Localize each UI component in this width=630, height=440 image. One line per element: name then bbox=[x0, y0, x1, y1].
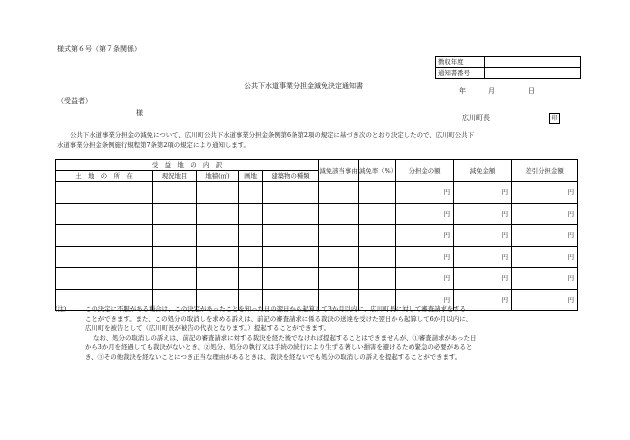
cell-area bbox=[197, 246, 239, 268]
notes-paragraph-2c: き、③その他裁決を経ないことにつき正当な理由があるときは、裁決を経ないでも処分の取消しの訴えを提起することができます。 bbox=[85, 352, 462, 361]
cell-area bbox=[197, 268, 239, 290]
cell-charge-amount: 円 bbox=[396, 225, 454, 247]
fiscal-year-value bbox=[485, 57, 580, 67]
cell-reduction-amount: 円 bbox=[454, 246, 512, 268]
notes-paragraph-2a: なお、処分の取消しの訴えは、前記の審査請求に対する裁決を経た後でなければ提起することはできませんが、①審査請求があった日 bbox=[93, 333, 477, 342]
beneficiary-land-table bbox=[55, 159, 578, 311]
notes-paragraph-1b: ことができます。また、この処分の取消しを求める訴えは、前記の審査請求に係る裁決の送達を受けた翌日から起算して6か月以内に、 bbox=[85, 314, 472, 323]
header-charge-amount: 分担金の額 bbox=[396, 160, 454, 182]
cell-net-amount: 円 bbox=[512, 289, 578, 311]
cell-area bbox=[197, 182, 239, 204]
document-title: 公共下水道事業分担金減免決定通知書 bbox=[244, 82, 363, 90]
cell-building-type bbox=[263, 268, 319, 290]
seal-mark: 印 bbox=[549, 113, 560, 124]
cell-net-amount: 円 bbox=[512, 268, 578, 290]
header-land-location: 土 地 の 所 在 bbox=[56, 171, 153, 182]
cell-plot bbox=[239, 182, 263, 204]
form-number: 様式第６号（第７条関係） bbox=[57, 45, 141, 53]
header-beneficiary-land: 受 益 地 の 内 訳 bbox=[56, 160, 319, 171]
cell-reduction-reason bbox=[319, 225, 359, 247]
table-row bbox=[56, 268, 578, 290]
cell-reduction-amount: 円 bbox=[454, 289, 512, 311]
recipient-label: （受益者） bbox=[57, 97, 92, 105]
body-text-line1: 公共下水道事業分担金の減免について、広川町公共下水道事業分担金条例第6条第2項の規定に基づき次のとおり決定したので、広川町公共下 bbox=[70, 131, 474, 139]
cell-area bbox=[197, 225, 239, 247]
cell-current-category bbox=[153, 268, 197, 290]
date-month: 月 bbox=[488, 87, 495, 95]
receipt-info-box bbox=[435, 56, 581, 79]
cell-building-type bbox=[263, 182, 319, 204]
cell-charge-amount: 円 bbox=[396, 289, 454, 311]
notice-number-value bbox=[485, 68, 580, 78]
notes-paragraph-1c: 広川町を被告として（広川町長が被告の代表となります。）提起することができます。 bbox=[85, 324, 331, 333]
notes-section bbox=[55, 305, 575, 363]
cell-location bbox=[56, 203, 153, 225]
cell-location bbox=[56, 268, 153, 290]
cell-building-type bbox=[263, 225, 319, 247]
cell-reduction-rate bbox=[359, 203, 396, 225]
table-row bbox=[56, 203, 578, 225]
header-building-type: 建築物の種類 bbox=[263, 171, 319, 182]
cell-charge-amount: 円 bbox=[396, 246, 454, 268]
date-day: 日 bbox=[528, 87, 535, 95]
cell-reduction-reason bbox=[319, 268, 359, 290]
cell-reduction-rate bbox=[359, 246, 396, 268]
notes-paragraph-2b: から3か月を経過しても裁決がないとき、②処分、処分の執行又は手続の続行により生ずる著しい損害を避けるため緊急の必要があると bbox=[85, 343, 473, 352]
cell-building-type bbox=[263, 203, 319, 225]
cell-net-amount: 円 bbox=[512, 246, 578, 268]
header-reduction-amount: 減免金額 bbox=[454, 160, 512, 182]
cell-plot bbox=[239, 268, 263, 290]
cell-net-amount: 円 bbox=[512, 225, 578, 247]
header-reduction-rate: 減免率（%） bbox=[359, 160, 396, 182]
header-current-category: 現況地目 bbox=[153, 171, 197, 182]
cell-charge-amount: 円 bbox=[396, 268, 454, 290]
header-plot: 画地 bbox=[239, 171, 263, 182]
header-net-amount: 差引分担金額 bbox=[512, 160, 578, 182]
cell-reduction-amount: 円 bbox=[454, 182, 512, 204]
cell-reduction-rate bbox=[359, 182, 396, 204]
notes-paragraph-1a: この決定に不服がある場合は、この決定があったことを知った日の翌日から起算して3か月以内に、広川町長に対して審査請求をする bbox=[85, 305, 467, 313]
body-text-line2: 水道事業分担金条例施行規程第7条第2項の規定により通知します。 bbox=[57, 141, 250, 149]
cell-net-amount: 円 bbox=[512, 203, 578, 225]
cell-reduction-amount: 円 bbox=[454, 268, 512, 290]
cell-current-category bbox=[153, 203, 197, 225]
cell-net-amount: 円 bbox=[512, 182, 578, 204]
cell-reduction-rate bbox=[359, 225, 396, 247]
cell-reduction-amount: 円 bbox=[454, 203, 512, 225]
notes-label: (注) bbox=[55, 305, 67, 313]
cell-reduction-rate bbox=[359, 268, 396, 290]
recipient-sama: 様 bbox=[136, 109, 143, 117]
cell-plot bbox=[239, 203, 263, 225]
table-row bbox=[56, 182, 578, 204]
header-reduction-reason: 減免該当事由 bbox=[319, 160, 359, 182]
cell-plot bbox=[239, 225, 263, 247]
header-land-area: 地積(㎡) bbox=[197, 171, 239, 182]
table-row bbox=[56, 225, 578, 247]
cell-area bbox=[197, 203, 239, 225]
cell-reduction-reason bbox=[319, 203, 359, 225]
cell-charge-amount: 円 bbox=[396, 182, 454, 204]
table-row bbox=[56, 246, 578, 268]
cell-plot bbox=[239, 246, 263, 268]
notice-number-label: 通知書番号 bbox=[436, 68, 485, 78]
cell-location bbox=[56, 182, 153, 204]
cell-location bbox=[56, 225, 153, 247]
sender-name: 広川町長 bbox=[462, 114, 490, 122]
fiscal-year-label: 徴収年度 bbox=[436, 57, 485, 67]
cell-charge-amount: 円 bbox=[396, 203, 454, 225]
cell-building-type bbox=[263, 246, 319, 268]
cell-location bbox=[56, 246, 153, 268]
cell-reduction-reason bbox=[319, 246, 359, 268]
date-year: 年 bbox=[459, 87, 466, 95]
cell-reduction-reason bbox=[319, 182, 359, 204]
cell-current-category bbox=[153, 246, 197, 268]
cell-reduction-amount: 円 bbox=[454, 225, 512, 247]
cell-current-category bbox=[153, 225, 197, 247]
cell-current-category bbox=[153, 182, 197, 204]
